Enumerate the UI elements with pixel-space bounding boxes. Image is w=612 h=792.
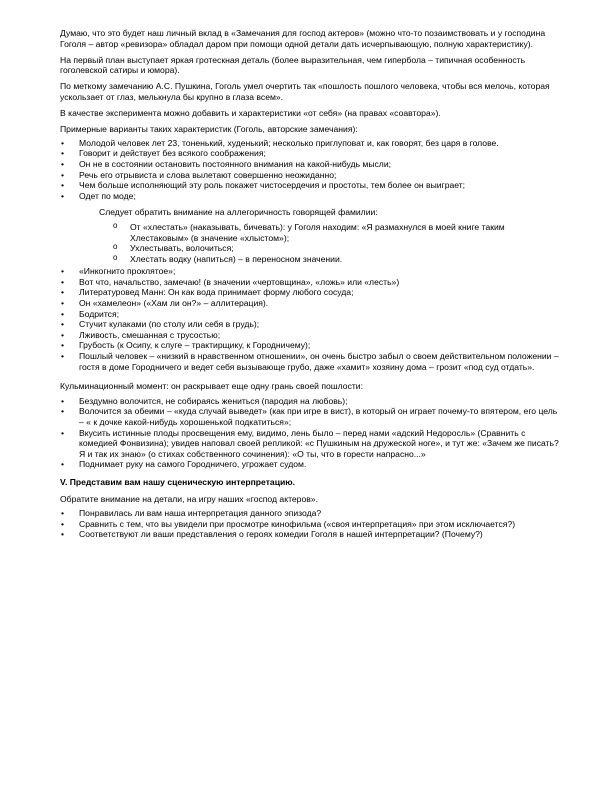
list-item: • Лживость, смешанная с трусостью; (60, 330, 562, 341)
list-item: • Грубость (к Осипу, к слуге – трактирщику, к Городничему); (60, 340, 562, 351)
intro-paragraph-1: Думаю, что это будет наш личный вклад в «Замечания для господ актеров» (можно что-то позаимствовать и у господина Гоголя – автор «ревизора» обладал даром при помощи одной детали дать исчерпывающую, полную характеристику). (60, 28, 546, 49)
list-item: • Речь его отрывиста и слова вылетают совершенно неожиданно; (60, 170, 562, 181)
list-item (60, 191, 562, 265)
questions-list (60, 508, 562, 540)
list-item: • Чем больше исполняющий эту роль покажет чистосердечия и простоты, тем более он выиграет; (60, 180, 562, 191)
list-item: • Сравнить с тем, что вы увидели при просмотре кинофильма («своя интерпретация» при этом исключается?) (60, 519, 562, 530)
list-item: • Вкусить истинные плоды просвещения ему, видимо, лень было – перед нами «адский Недоросль» (Сравнить с комедией Фонвизина); увидев наповал своей репликой: «с Пушкиным на дружеской ноге», и тут же: «Зачем же писать? Я и так их знаю» (о стихах собственного сочинения): «О ты, что в горести напрасно...» (60, 428, 562, 460)
list-item: • Молодой человек лет 23, тоненький, худенький; несколько приглуповат и, как говорят, без царя в голове. (60, 138, 562, 149)
list-item: • Стучит кулаками (по столу или себя в грудь); (60, 319, 562, 330)
list-item: • Он не в состоянии остановить постоянного внимания на какой-нибудь мысли; (60, 159, 562, 170)
characteristics-list (60, 138, 562, 372)
intro-paragraph-2: На первый план выступает яркая гротескная деталь (более выразительная, чем гипербола – типичная особенность гоголевской сатиры и юмора). (60, 54, 526, 76)
list-item: • Волочится за обеими – «куда случай выведет» (как при игре в вист), в который он играет почему-то впятером, его цель – « к дочке какой-нибудь хорошенькой подкатиться»; (60, 406, 562, 427)
list-item: • Говорит и действует без всякого соображения; (60, 148, 562, 159)
section-intro: Обратите внимание на детали, на игру наших «господ актеров». (60, 493, 318, 504)
culmination-list (60, 396, 562, 470)
sublist-item: o Ухлестывать, волочиться; (113, 243, 562, 254)
list-item: • Бодрится; (60, 309, 562, 320)
allegory-note: Следует обратить внимание на аллегоричность говорящей фамилии: (99, 207, 378, 218)
list-item: • Литературовед Манн: Он как вода принимает форму любого сосуда; (60, 287, 562, 298)
intro-paragraph-3: По меткому замечанию А.С. Пушкина, Гоголь умел очертить так «пошлость пошлого человека, чтобы вся мелочь, которая ускользает от глаз, мелькнула бы крупно в глаза всем». (60, 81, 550, 102)
list-item: • Бездумно волочится, не собираясь жениться (пародия на любовь); (60, 396, 562, 407)
section-heading: V. Представим вам нашу сценическую интерпретацию. (60, 476, 295, 487)
list-item: • Вот что, начальство, замечаю! (в значении «чертовщина», «ложь» или «лесть») (60, 277, 562, 288)
list-item: • Понравилась ли вам наша интерпретация данного эпизода? (60, 508, 562, 519)
sublist-item: o От «хлестать» (наказывать, бичевать): у Гоголя находим: «Я размахнулся в моей книге таким Хлестаковым» (в значение «хлыстом»); (113, 222, 562, 243)
list-item: • Он «хамелеон» («Хам ли он?» – аллитерация). (60, 298, 562, 309)
list-item: • «Инкогнито проклятое»; (60, 266, 562, 277)
surname-meanings-list (113, 222, 562, 264)
list-item: • Соответствуют ли ваши представления о героях комедии Гоголя в нашей интерпретации? (Почему?) (60, 529, 562, 540)
culmination-paragraph: Кульминационный момент: он раскрывает еще одну грань своей пошлости: (60, 381, 363, 392)
list-item-text: Одет по моде; (79, 190, 136, 201)
list-item: • Поднимает руку на самого Городничего, угрожает судом. (60, 459, 562, 470)
sublist-item: o Хлестать водку (напиться) – в переносном значении. (113, 254, 562, 265)
list-item: • Пошлый человек – «низкий в нравственном отношении», он очень быстро забыл о своем действительном положении – гостя в доме Городничего и ведет себя вызывающе грубо, даже «хамит» хозяину дома – грозит «под суд отдать». (60, 351, 562, 372)
intro-paragraph-4: В качестве эксперимента можно добавить и характеристики «от себя» (на правах «соавтора»). (60, 108, 441, 119)
intro-paragraph-5: Примерные варианты таких характеристик (Гоголь, авторские замечания): (60, 124, 358, 135)
